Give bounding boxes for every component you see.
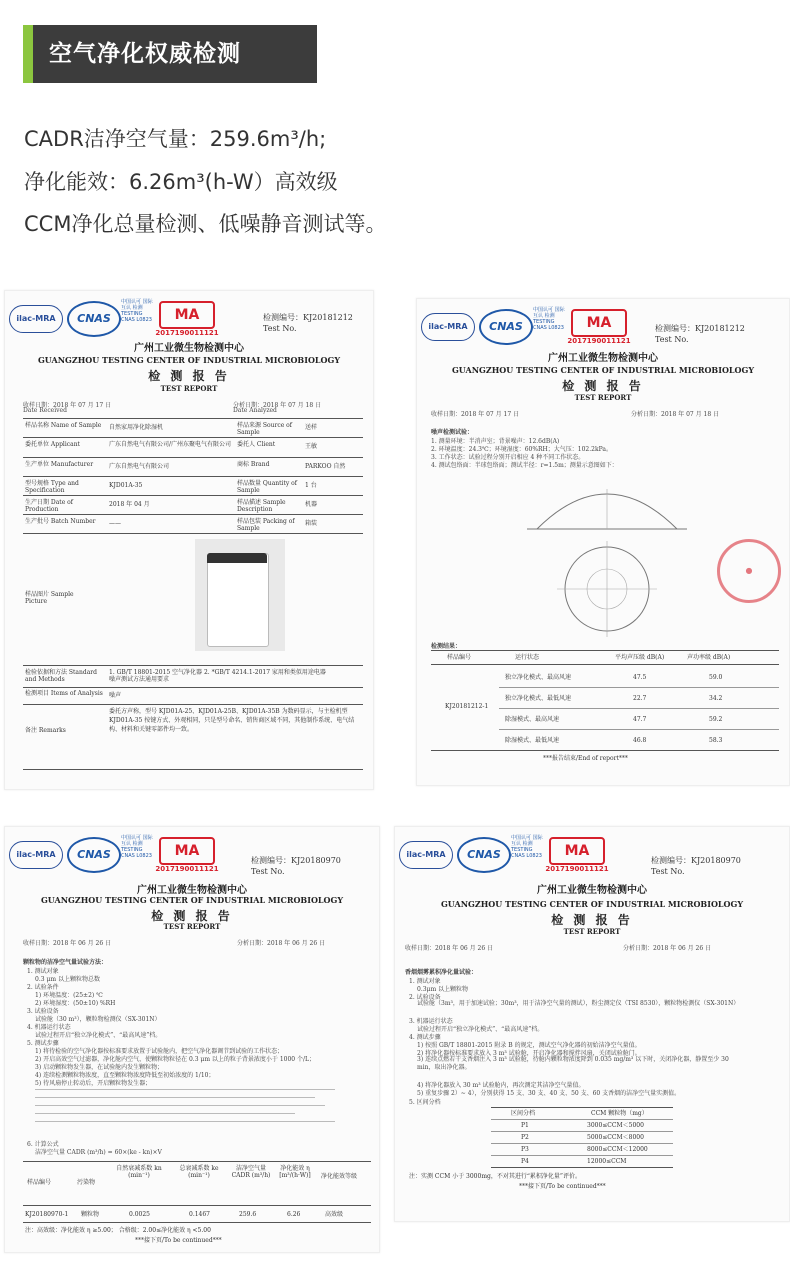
cma-logo-icon: MA [549,837,605,865]
cnas-logo-icon: CNAS [67,837,121,873]
table-cell: 独立净化模式、最高风速 [505,674,572,681]
report-title: 检 测 报 告 [148,369,230,383]
table-cell: 广东自然电气有限公司/广州东聚电气有限公司 [109,441,232,448]
table-cell: 委托人 Client [237,441,276,448]
note: 注：实测 CCM 小于 3000mg，不对其进行“累积净化量”评价。 [409,1173,581,1180]
date-analyzed: 分析日期：2018 年 06 月 26 日 [623,945,712,952]
method-line: 3) 启动颗粒物发生器，在试验舱内发生颗粒物； [35,1064,164,1071]
items-label: 检测项目 Items of Analysis [25,690,103,697]
report-number: 检测编号：KJ20181212 [263,313,353,322]
method-line: 试验舱（30 m³），颗粒物检测仪（SX-301N） [35,1016,161,1023]
table-cell: 0.1467 [189,1211,210,1218]
official-seal-icon: ● [717,539,781,603]
table-header: 总衰减系数 ke (min⁻¹) [179,1165,219,1179]
banner-title: 空气净化权威检测 [49,41,241,67]
method-line: 4) 将净化器放入 30 m³ 试验舱内，再次测定其洁净空气量值。 [417,1082,585,1089]
ilac-mra-logo-icon: ilac-MRA [421,313,475,341]
method-line: 2. 试验条件 [27,984,59,991]
grade-cell: 8000≤CCM＜12000 [587,1146,648,1153]
report-title-en: TEST REPORT [574,393,632,402]
banner-accent-bar [23,25,33,83]
section-title: 香烟烟雾累积净化量试验： [405,969,478,976]
test-no-label: Test No. [263,324,297,333]
test-report-ccm [394,826,790,1222]
report-title: 检 测 报 告 [151,909,233,923]
noise-line: 1. 测量环境：半消声室；背景噪声：12.6dB(A) [431,438,560,445]
table-cell: 生产单位 Manufacturer [25,461,94,468]
table-cell: 样品数量 Quantity of Sample [237,480,298,494]
date-received: 收样日期：2018 年 06 月 26 日 [23,940,112,947]
picture-label: 样品图片 Sample Picture [25,591,74,605]
grade-cell: P4 [521,1158,529,1165]
report-title: 检 测 报 告 [562,379,644,393]
end-note: ***接下页/To be continued*** [135,1237,222,1244]
noise-test-title: 噪声检测试验： [431,429,474,436]
table-cell: 除湿模式、最低风速 [505,737,560,744]
ilac-mra-logo-icon: ilac-MRA [399,841,453,869]
method-line: 2) 开启高效空气过滤器，净化舱内空气，使颗粒物粒径在 0.3 μm 以上的粒子背景浓度小于 1000 个/L； [35,1056,316,1063]
method-line: 2) 将净化器按标准要求放入 3 m³ 试验舱，开启净化器和搅拌风扇，关闭试验舱门。 [417,1050,641,1057]
date-received: 收样日期：2018 年 06 月 26 日 [405,945,494,952]
date-received: 收样日期：2018 年 07 月 17 日 [23,402,112,409]
report-title-en: TEST REPORT [563,927,621,936]
grade-header: CCM 颗粒物（mg） [591,1110,648,1117]
method-line: 试验过程开启“独立净化模式”、“最高风速”档。 [417,1026,544,1033]
table-cell: 6.26 [287,1211,301,1218]
cma-logo-icon: MA [571,309,627,337]
table-cell: 颗粒物 [81,1211,100,1218]
cnas-caption: 中国认可 国际互认 检测 TESTING CNAS L0823 [121,299,153,323]
cma-code: 2017190011121 [155,865,219,873]
table-cell: 机器 [305,501,318,508]
grade-cell: 5000≤CCM＜8000 [587,1134,644,1141]
table-cell: 自然家用净化除湿机 [109,424,164,431]
method-line: 6. 计算公式 [27,1141,59,1148]
cma-logo-icon: MA [159,301,215,329]
test-no-label: Test No. [651,867,685,876]
test-no-label: Test No. [251,867,285,876]
date-received: 收样日期：2018 年 07 月 17 日 [431,411,520,418]
results-title: 检测结果： [431,643,462,650]
table-header: 净化能效 η [m³/(h·W)] [279,1165,311,1179]
cma-code: 2017190011121 [155,329,219,337]
method-line: 试验过程开启“独立净化模式”、“最高风速”档。 [35,1032,162,1039]
results-header: 平均声压级 dB(A) [615,654,665,661]
remarks-text: 委托方声称，型号 KJD01A-25、KJD01A-25B、KJD01A-35B 为数码显示，与主检机型 KJD01A-35 按键方式、外观相同，只是型号命名、销售商区域不同，其他制作系统、电气结构、材料和关键零部件均一致。 [109,708,355,733]
noise-line: 3. 工作状态：试验过程分别开启相应 4 种不同工作状态。 [431,454,585,461]
cnas-logo-icon: CNAS [67,301,121,337]
center-name-en: GUANGZHOU TESTING CENTER OF INDUSTRIAL MICROBIOLOGY [40,895,344,905]
center-name-cn: 广州工业微生物检测中心 [537,885,647,896]
grade-cell: P1 [521,1122,529,1129]
table-header: 样品编号 [27,1179,52,1186]
product-photo [195,539,285,651]
cnas-caption: 中国认可 国际互认 检测 TESTING CNAS L0823 [121,835,153,859]
table-cell: 59.2 [709,716,723,723]
cma-code: 2017190011121 [567,337,631,345]
center-name-en: GUANGZHOU TESTING CENTER OF INDUSTRIAL MICROBIOLOGY [440,899,744,909]
table-cell: 王敏 [305,443,318,450]
results-header: 样品编号 [447,654,472,661]
table-header: 污染物 [77,1179,96,1186]
table-cell: 0.0025 [129,1211,150,1218]
results-header: 运行状态 [515,654,540,661]
table-cell: 47.5 [633,674,647,681]
method-line: 1) 环境温度：(25±2) ℃ [35,992,103,999]
end-note: ***接下页/To be continued*** [519,1183,606,1190]
table-cell: KJD01A-35 [109,482,143,489]
table-cell: 独立净化模式、最低风速 [505,695,572,702]
table-cell: 送样 [305,424,318,431]
method-line: 5) 待风扇停止转动后，开启颗粒物发生器； [35,1080,152,1087]
center-name-cn: 广州工业微生物检测中心 [137,885,247,896]
method-line: 0.3μm 以上颗粒物 [417,986,469,993]
method-line: 5. 测试步骤 [27,1040,59,1047]
method-line: 4. 测试步骤 [409,1034,441,1041]
report-number: 检测编号：KJ20180970 [251,856,341,865]
grade-cell: 3000≤CCM＜5000 [587,1122,644,1129]
table-cell: 2018 年 04 月 [109,501,150,508]
grade-header: 区间分档 [511,1110,536,1117]
method-line: 5. 区间分档 [409,1099,441,1106]
cnas-caption: 中国认可 国际互认 检测 TESTING CNAS L0823 [511,835,543,859]
method-line: 3. 机器运行状态 [409,1018,453,1025]
spec-ccm: CCM净化总量检测、低噪静音测试等。 [24,212,387,236]
ilac-mra-logo-icon: ilac-MRA [9,841,63,869]
cnas-logo-icon: CNAS [479,309,533,345]
table-cell: KJ20180970-1 [25,1211,69,1218]
section-banner [23,25,317,83]
method-line: 1) 将待检验的空气净化器按标准要求放置于试验舱内，把空气净化器调节到试验的工作状态； [35,1048,284,1055]
formula: 洁净空气量 CADR (m³/h) = 60×(ke - kn)×V [35,1149,162,1156]
grade-cell: P2 [521,1134,529,1141]
table-cell: 22.7 [633,695,647,702]
report-title-en: TEST REPORT [160,384,218,393]
table-cell: 59.0 [709,674,723,681]
method-line: 5) 重复步骤 2）~ 4），分别获得 15 支、30 支、40 支、50 支、60 支香烟的洁净空气量实测值。 [417,1090,681,1097]
table-cell: 型号规格 Type and Specification [25,480,79,494]
method-line: 2) 环境湿度：(50±10) %RH [35,1000,116,1007]
table-cell: 样品来源 Source of Sample [237,422,293,436]
method-line: 3) 连续点燃若干支香烟注入 3 m³ 试验舱，待舱内颗粒物浓度降到 0.035 mg/m³ 以下时，关闭净化器，静置至少 30 min，取出净化器。 [417,1056,729,1071]
test-report-noise-page1 [4,290,374,790]
report-number: 检测编号：KJ20180970 [651,856,741,865]
table-header: 净化能效等级 [320,1173,357,1180]
method-line: 2. 试验设备 [409,994,441,1001]
test-report-noise-page2 [416,298,790,786]
grade-cell: P3 [521,1146,529,1153]
method-line: 1. 测试对象 [27,968,59,975]
table-cell: 高效级 [325,1211,344,1218]
method-line: 试验舱（3m³，用于加速试验；30m³，用于洁净空气量的测试），粉尘测定仪（TSI 8530），颗粒物检测仪（SX-301N） [417,1000,740,1007]
date-analyzed-en: Date Analyzed [233,407,277,414]
table-cell: 259.6 [239,1211,257,1218]
remarks-label: 备注 Remarks [25,727,66,734]
table-cell: 样品描述 Sample Description [237,499,286,513]
table-cell: 46.8 [633,737,647,744]
method-line: 1) 按照 GB/T 18801-2015 附录 B 的规定，测试空气净化器的初始洁净空气量值。 [417,1042,641,1049]
date-analyzed: 分析日期：2018 年 06 月 26 日 [237,940,326,947]
date-analyzed: 分析日期：2018 年 07 月 18 日 [631,411,720,418]
method-line: 4. 机器运行状态 [27,1024,71,1031]
table-cell: 广东自然电气有限公司 [109,463,170,470]
note: 注：高效级：净化能效 η ≥5.00； 合格级：2.00≤净化能效 η <5.00 [25,1227,211,1234]
table-cell: 商标 Brand [237,461,270,468]
report-title: 检 测 报 告 [551,913,633,927]
table-cell: 58.3 [709,737,723,744]
test-report-cadr [4,826,380,1253]
center-name-cn: 广州工业微生物检测中心 [548,353,658,364]
center-name-en: GUANGZHOU TESTING CENTER OF INDUSTRIAL MICROBIOLOGY [451,365,755,375]
grade-cell: 12000≤CCM [587,1158,627,1165]
sample-id: KJ20181212-1 [445,703,489,710]
table-cell: 1 台 [305,482,317,489]
items-value: 噪声 [109,692,122,699]
table-cell: 34.2 [709,695,723,702]
table-cell: —— [109,520,121,527]
standard-label: 检验依据和方法 Standard and Methods [25,669,97,683]
measurement-diagram [497,469,717,639]
method-line: 3. 试验设备 [27,1008,59,1015]
center-name-en: GUANGZHOU TESTING CENTER OF INDUSTRIAL MICROBIOLOGY [37,355,341,365]
results-header: 声功率级 dB(A) [687,654,731,661]
table-cell: 委托单位 Applicant [25,441,80,448]
table-header: 自然衰减系数 kn (min⁻¹) [116,1165,162,1179]
section-title: 颗粒物的洁净空气量试验方法： [23,959,108,966]
report-number: 检测编号：KJ20181212 [655,324,745,333]
table-header: 洁净空气量 CADR (m³/h) [231,1165,271,1179]
report-title-en: TEST REPORT [163,922,221,931]
noise-line: 4. 测试包络面：半球包络面；测试半径：r=1.5m；测量示意图如下： [431,462,618,469]
spec-efficiency: 净化能效：6.26m³(h-W）高效级 [24,170,338,194]
cma-code: 2017190011121 [545,865,609,873]
table-cell: 47.7 [633,716,647,723]
date-analyzed: 分析日期：2018 年 07 月 18 日 [233,402,322,409]
cnas-logo-icon: CNAS [457,837,511,873]
center-name-cn: 广州工业微生物检测中心 [134,343,244,354]
method-line: 4) 连续检测颗粒物浓度，直至颗粒物浓度降低至初始浓度的 1/10； [35,1072,215,1079]
test-no-label: Test No. [655,335,689,344]
cma-logo-icon: MA [159,837,215,865]
method-line: 0.3 μm 以上颗粒物总数 [35,976,100,983]
table-cell: 箱装 [305,520,318,527]
spec-cadr: CADR洁净空气量：259.6m³/h; [24,127,327,151]
noise-line: 2. 环境温度：24.3℃；环境湿度：60%RH；大气压：102.2kPa。 [431,446,612,453]
cnas-caption: 中国认可 国际互认 检测 TESTING CNAS L0823 [533,307,565,331]
method-line: 1. 测试对象 [409,978,441,985]
date-received-en: Date Received [23,407,67,414]
ilac-mra-logo-icon: ilac-MRA [9,305,63,333]
table-cell: PARKOO 自然 [305,463,346,470]
table-cell: 生产日期 Date of Production [25,499,73,513]
standard-text: 1. GB/T 18801-2015 空气净化器 2. *GB/T 4214.1-2017 家用和类似用途电器噪声测试方法通用要求 [109,669,326,683]
table-cell: 样品名称 Name of Sample [25,422,102,429]
table-cell: 除湿模式、最高风速 [505,716,560,723]
table-cell: 生产批号 Batch Number [25,518,96,525]
end-note: ***报告结束/End of report*** [543,755,628,762]
table-cell: 样品包装 Packing of Sample [237,518,295,532]
